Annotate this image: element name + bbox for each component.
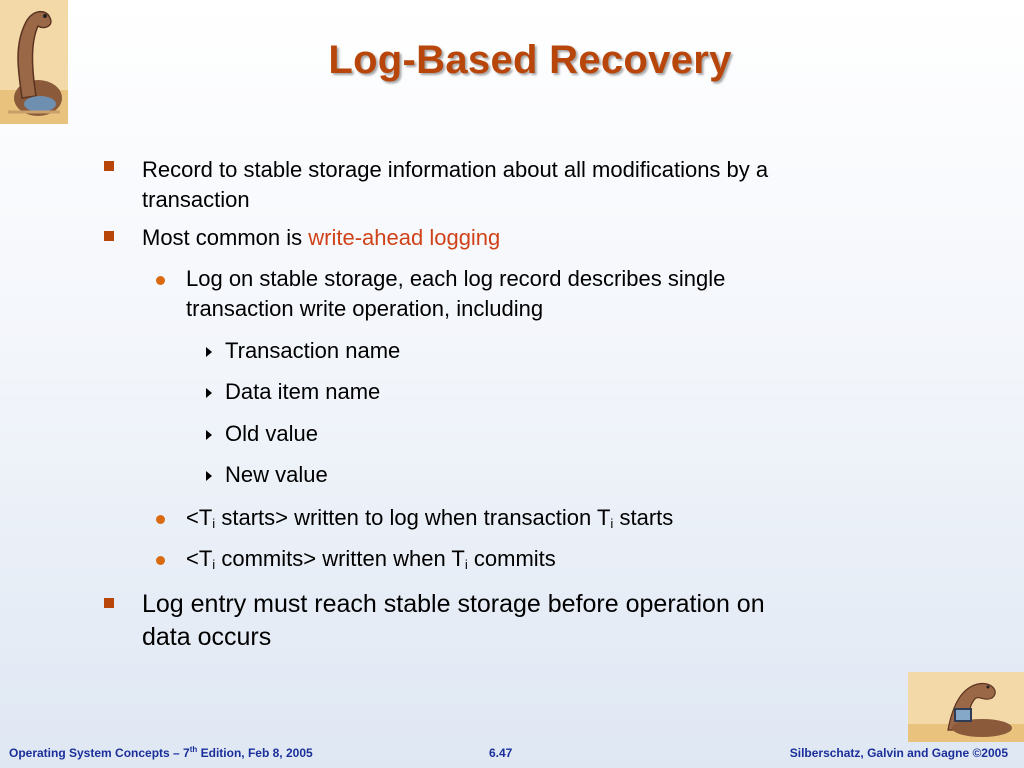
subscript-i: i: [610, 516, 614, 531]
item-text: Data item name: [225, 379, 381, 404]
subbullet-text-line1: Log on stable storage, each log record describes single: [186, 266, 726, 291]
footer-superscript: th: [189, 745, 198, 754]
item-text: Old value: [225, 421, 318, 446]
circle-bullet-icon: [156, 276, 165, 285]
square-bullet-icon: [104, 161, 114, 171]
subbullet-starts: [156, 503, 673, 539]
bullet-write-ahead: [104, 223, 500, 253]
highlight-write-ahead-logging: write-ahead logging: [308, 225, 501, 250]
footer-course: [9, 745, 313, 760]
item-transaction-name: [206, 337, 400, 365]
triangle-bullet-icon: [206, 430, 212, 440]
item-new-value: [206, 461, 328, 489]
page-number: 6.47: [489, 746, 513, 760]
subbullet-text-line2: transaction write operation, including: [186, 296, 544, 321]
subscript-i: i: [212, 516, 216, 531]
item-old-value: [206, 420, 318, 448]
bullet-text-line2: data occurs: [142, 623, 272, 651]
text-part: starts> written to log when transaction T: [215, 505, 611, 530]
text-part: commits: [467, 546, 556, 571]
square-bullet-icon: [104, 231, 114, 241]
footer-text: Edition, Feb 8, 2005: [197, 746, 313, 760]
text-part: commits> written when T: [215, 546, 465, 571]
subscript-i: i: [212, 557, 216, 572]
bullet-log-entry: [104, 588, 765, 654]
subbullet-commits: [156, 544, 556, 580]
subscript-i: i: [464, 557, 468, 572]
bullet-stable-storage: [104, 155, 768, 215]
item-text: New value: [225, 462, 328, 487]
footer-text: Operating System Concepts – 7: [9, 746, 190, 760]
bullet-text-line1: Record to stable storage information about all modifications by a: [142, 157, 769, 182]
item-text: Transaction name: [225, 338, 401, 363]
bullet-text: Most common is: [142, 225, 309, 250]
text-part: <T: [186, 505, 213, 530]
item-data-item-name: [206, 378, 380, 406]
triangle-bullet-icon: [206, 347, 212, 357]
subbullet-log-record: [156, 264, 725, 324]
dinosaur-laptop-icon: [908, 672, 1024, 742]
square-bullet-icon: [104, 598, 114, 608]
bullet-text-line1: Log entry must reach stable storage before operation on: [142, 590, 765, 618]
bullet-text-line2: transaction: [142, 187, 250, 212]
text-part: starts: [613, 505, 674, 530]
circle-bullet-icon: [156, 556, 165, 565]
triangle-bullet-icon: [206, 388, 212, 398]
footer-copyright: Silberschatz, Galvin and Gagne ©2005: [789, 746, 1008, 760]
triangle-bullet-icon: [206, 471, 212, 481]
circle-bullet-icon: [156, 515, 165, 524]
text-part: <T: [186, 546, 213, 571]
slide-title: Log-Based Recovery: [328, 38, 732, 82]
